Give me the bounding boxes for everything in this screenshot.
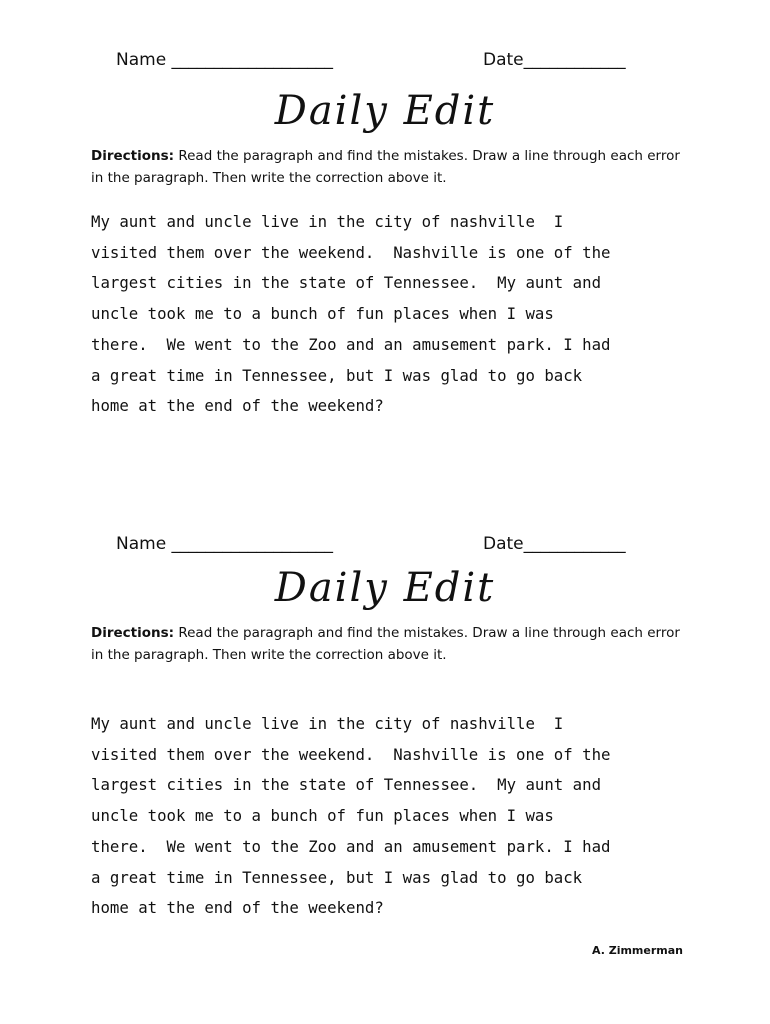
worksheet-title: Daily Edit xyxy=(274,88,496,134)
directions-label: Directions: xyxy=(91,148,175,164)
name-field-label: Name ___________________ xyxy=(116,50,334,70)
name-field-label: Name ___________________ xyxy=(116,534,334,554)
edit-paragraph: My aunt and uncle live in the city of nashville I visited them over the weekend. Nashville is one of the largest cities in the state of Tennessee. My aunt and uncle took me to a bunch of fun places when I was there. We went to the Zoo and an amusement park. I had a great time in Tennessee, but I was glad to go back home at the end of the weekend? xyxy=(91,212,611,416)
directions-text: Read the paragraph and find the mistakes. Draw a line through each error in the paragraph. Then write the correction above it. xyxy=(91,148,680,186)
date-field-label: Date____________ xyxy=(483,534,626,554)
directions-label: Directions: xyxy=(91,625,175,641)
directions xyxy=(91,145,691,189)
author-credit: A. Zimmerman xyxy=(592,944,683,957)
date-field-label: Date____________ xyxy=(483,50,626,70)
worksheet-title: Daily Edit xyxy=(274,565,496,611)
directions xyxy=(91,622,691,666)
directions-text: Read the paragraph and find the mistakes. Draw a line through each error in the paragraph. Then write the correction above it. xyxy=(91,625,680,663)
edit-paragraph: My aunt and uncle live in the city of nashville I visited them over the weekend. Nashville is one of the largest cities in the state of Tennessee. My aunt and uncle took me to a bunch of fun places when I was there. We went to the Zoo and an amusement park. I had a great time in Tennessee, but I was glad to go back home at the end of the weekend? xyxy=(91,714,611,918)
